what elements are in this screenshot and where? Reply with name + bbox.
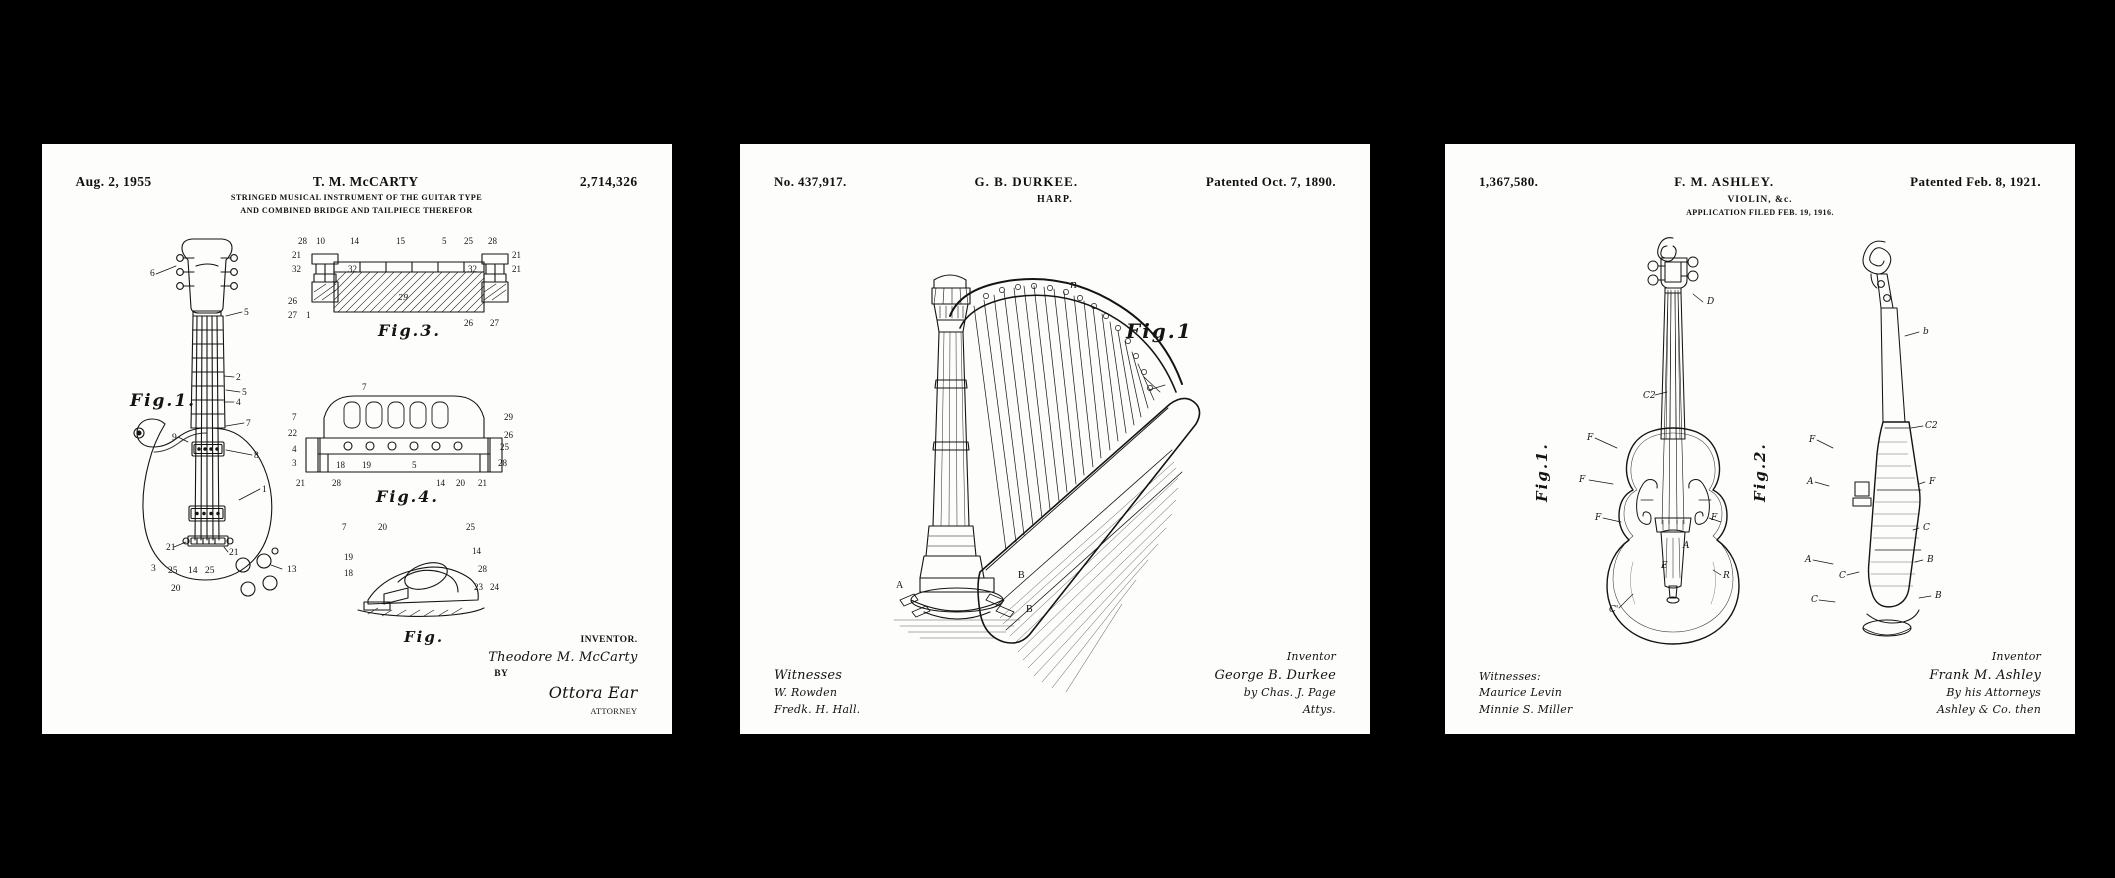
svg-text:Fig.1.: Fig.1. bbox=[1533, 442, 1551, 502]
svg-text:25: 25 bbox=[465, 522, 475, 532]
inventor-signature: Theodore M. McCarty bbox=[488, 649, 638, 665]
svg-text:21: 21 bbox=[511, 264, 521, 274]
svg-text:Fig.2.: Fig.2. bbox=[1751, 442, 1769, 502]
svg-text:C: C bbox=[1839, 571, 1846, 581]
by-label: By his bbox=[1946, 686, 1982, 699]
svg-text:2: 2 bbox=[235, 373, 241, 383]
by-label: by bbox=[1243, 686, 1258, 699]
print-mat-guitar bbox=[34, 18, 679, 860]
svg-text:Fig.1.: Fig.1. bbox=[129, 391, 196, 411]
svg-text:5: 5 bbox=[243, 308, 249, 318]
svg-text:14: 14 bbox=[471, 546, 481, 556]
svg-text:22: 22 bbox=[287, 428, 297, 438]
svg-text:18: 18 bbox=[343, 568, 353, 578]
svg-text:Fig.1: Fig.1 bbox=[1126, 319, 1193, 343]
svg-text:F: F bbox=[1711, 513, 1718, 523]
svg-text:A: A bbox=[1805, 555, 1812, 565]
attorney-signature bbox=[1214, 685, 1336, 702]
attorney-name: Chas. J. Page bbox=[1261, 686, 1336, 699]
svg-text:4: 4 bbox=[235, 398, 241, 408]
svg-text:5: 5 bbox=[411, 460, 416, 470]
svg-text:F: F bbox=[1595, 513, 1602, 523]
svg-text:4: 4 bbox=[291, 444, 296, 454]
attorney-line bbox=[1929, 685, 2041, 702]
svg-text:25: 25 bbox=[463, 236, 473, 246]
svg-text:20: 20 bbox=[170, 584, 180, 594]
framed-print-harp[interactable] bbox=[705, 0, 1405, 878]
svg-text:n: n bbox=[1070, 278, 1078, 291]
inventor-label: INVENTOR. bbox=[580, 635, 638, 646]
svg-text:C: C bbox=[1923, 523, 1930, 533]
svg-text:25: 25 bbox=[499, 442, 509, 452]
svg-text:Fig.: Fig. bbox=[403, 628, 444, 646]
svg-text:F: F bbox=[1587, 433, 1594, 443]
by-label: BY bbox=[494, 669, 509, 679]
patent-title-line2: AND COMBINED BRIDGE AND TAILPIECE THEREFOR bbox=[240, 205, 473, 215]
svg-text:8: 8 bbox=[253, 451, 259, 461]
svg-text:26: 26 bbox=[503, 430, 513, 440]
attorney-signature: Ashley & Co. then bbox=[1936, 702, 2041, 716]
svg-text:14: 14 bbox=[349, 236, 359, 246]
witness-signature-2: Minnie S. Miller bbox=[1479, 702, 1573, 716]
print-mat-violin bbox=[1431, 18, 2089, 860]
svg-text:25: 25 bbox=[167, 566, 177, 576]
patent-sheet-harp bbox=[740, 144, 1370, 734]
patent-inventor-name: G. B. DURKEE. bbox=[974, 174, 1079, 189]
svg-text:1: 1 bbox=[261, 485, 267, 495]
svg-text:21: 21 bbox=[295, 478, 305, 488]
svg-text:7: 7 bbox=[291, 412, 296, 422]
svg-text:Fig.3.: Fig.3. bbox=[377, 321, 441, 340]
svg-text:3: 3 bbox=[291, 458, 296, 468]
svg-text:5: 5 bbox=[441, 236, 446, 246]
patent-header-violin bbox=[1479, 174, 2041, 220]
svg-text:B: B bbox=[1935, 591, 1942, 601]
print-mat-harp bbox=[727, 18, 1383, 860]
svg-text:7: 7 bbox=[361, 382, 366, 392]
patent-sheet-violin bbox=[1445, 144, 2075, 734]
svg-text:24: 24 bbox=[489, 582, 499, 592]
svg-text:28: 28 bbox=[477, 564, 487, 574]
svg-text:25: 25 bbox=[204, 566, 214, 576]
svg-text:F: F bbox=[1929, 477, 1936, 487]
svg-text:28: 28 bbox=[487, 236, 497, 246]
svg-text:21: 21 bbox=[228, 548, 238, 558]
svg-text:20: 20 bbox=[455, 478, 465, 488]
patent-title-line1: STRINGED MUSICAL INSTRUMENT OF THE GUITAR TYPE bbox=[230, 193, 483, 202]
svg-text:28: 28 bbox=[297, 236, 307, 246]
svg-text:32: 32 bbox=[347, 264, 357, 274]
svg-text:7: 7 bbox=[245, 419, 251, 429]
inventor-signature: Frank M. Ashley bbox=[1929, 667, 2041, 683]
svg-text:R: R bbox=[1723, 571, 1730, 581]
patent-number: 2,714,326 bbox=[579, 174, 638, 189]
attorney-signature: Ottora Ear bbox=[548, 683, 638, 703]
patent-subject: HARP. bbox=[1037, 194, 1073, 205]
witness-signature-1: Maurice Levin bbox=[1479, 686, 1563, 699]
svg-text:13: 13 bbox=[286, 565, 296, 575]
svg-text:A: A bbox=[896, 580, 904, 591]
svg-text:21: 21 bbox=[291, 250, 301, 260]
patent-application-line: APPLICATION FILED FEB. 19, 1916. bbox=[1686, 208, 1834, 218]
svg-text:7: 7 bbox=[341, 522, 346, 532]
svg-text:C': C' bbox=[1609, 605, 1619, 615]
svg-text:F: F bbox=[1809, 435, 1816, 445]
svg-text:E: E bbox=[1661, 561, 1668, 571]
svg-text:A: A bbox=[1807, 477, 1814, 487]
patent-header-harp bbox=[774, 174, 1336, 220]
svg-text:32: 32 bbox=[467, 264, 477, 274]
witness-signature-2: Fredk. H. Hall. bbox=[774, 702, 861, 716]
patent-subject: VIOLIN, &c. bbox=[1727, 195, 1793, 205]
svg-text:27: 27 bbox=[489, 318, 499, 328]
patent-sheet-guitar bbox=[42, 144, 672, 734]
framed-print-guitar[interactable] bbox=[0, 0, 701, 878]
svg-text:27: 27 bbox=[287, 310, 297, 320]
svg-text:21: 21 bbox=[511, 250, 521, 260]
svg-text:10: 10 bbox=[315, 236, 325, 246]
inventor-label: Inventor bbox=[1991, 650, 2041, 663]
svg-text:26: 26 bbox=[287, 296, 297, 306]
patent-number: 1,367,580. bbox=[1479, 174, 1539, 189]
witnesses-label: Witnesses bbox=[774, 667, 843, 683]
svg-text:14: 14 bbox=[435, 478, 445, 488]
svg-text:9: 9 bbox=[171, 433, 177, 443]
svg-text:14: 14 bbox=[187, 566, 197, 576]
attorney-label: ATTORNEY bbox=[590, 706, 638, 717]
patent-date: Patented Feb. 8, 1921. bbox=[1910, 174, 2041, 189]
svg-text:D: D bbox=[1707, 297, 1715, 307]
patent-date: Patented Oct. 7, 1890. bbox=[1205, 174, 1336, 189]
svg-text:B: B bbox=[1018, 570, 1025, 581]
patent-date: Aug. 2, 1955 bbox=[75, 174, 152, 189]
patent-inventor-name: T. M. McCARTY bbox=[312, 174, 419, 189]
svg-text:B: B bbox=[1927, 555, 1934, 565]
attorneys-label: Attorneys bbox=[1985, 686, 2041, 699]
svg-text:C: C bbox=[1811, 595, 1818, 605]
attorney-label: Attys. bbox=[1302, 702, 1336, 716]
svg-text:23: 23 bbox=[473, 582, 483, 592]
svg-text:29: 29 bbox=[503, 412, 513, 422]
inventor-label: Inventor bbox=[1286, 650, 1336, 663]
svg-text:21: 21 bbox=[477, 478, 487, 488]
svg-text:28: 28 bbox=[331, 478, 341, 488]
svg-text:28: 28 bbox=[497, 458, 507, 468]
svg-text:29: 29 bbox=[397, 293, 408, 302]
svg-text:21: 21 bbox=[165, 543, 175, 553]
svg-text:1: 1 bbox=[305, 310, 310, 320]
inventor-signature: George B. Durkee bbox=[1214, 667, 1336, 683]
svg-text:18: 18 bbox=[335, 460, 345, 470]
svg-text:6: 6 bbox=[149, 269, 155, 279]
svg-text:3: 3 bbox=[150, 564, 156, 574]
svg-text:20: 20 bbox=[377, 522, 387, 532]
svg-text:Fig.4.: Fig.4. bbox=[375, 487, 439, 506]
framed-print-violin[interactable] bbox=[1409, 0, 2115, 878]
svg-text:15: 15 bbox=[395, 236, 405, 246]
svg-text:5: 5 bbox=[241, 388, 247, 398]
patent-footer-violin bbox=[1479, 632, 2041, 718]
patent-footer-harp bbox=[774, 632, 1336, 718]
svg-text:19: 19 bbox=[343, 552, 353, 562]
patent-footer-guitar bbox=[76, 632, 638, 718]
svg-text:B: B bbox=[1026, 604, 1033, 615]
witness-signature-1: W. Rowden bbox=[774, 686, 838, 699]
svg-text:26: 26 bbox=[463, 318, 473, 328]
svg-text:A: A bbox=[1683, 541, 1690, 551]
patent-number-label: No. 437,917. bbox=[774, 174, 847, 189]
patent-header-guitar bbox=[76, 174, 638, 220]
witnesses-label: Witnesses: bbox=[1479, 669, 1541, 683]
svg-text:F: F bbox=[1579, 475, 1586, 485]
svg-text:32: 32 bbox=[291, 264, 301, 274]
svg-text:19: 19 bbox=[361, 460, 371, 470]
svg-text:C2: C2 bbox=[1643, 391, 1656, 401]
patent-inventor-name: F. M. ASHLEY. bbox=[1674, 174, 1775, 189]
svg-text:b: b bbox=[1923, 327, 1929, 337]
svg-text:C2: C2 bbox=[1925, 421, 1938, 431]
